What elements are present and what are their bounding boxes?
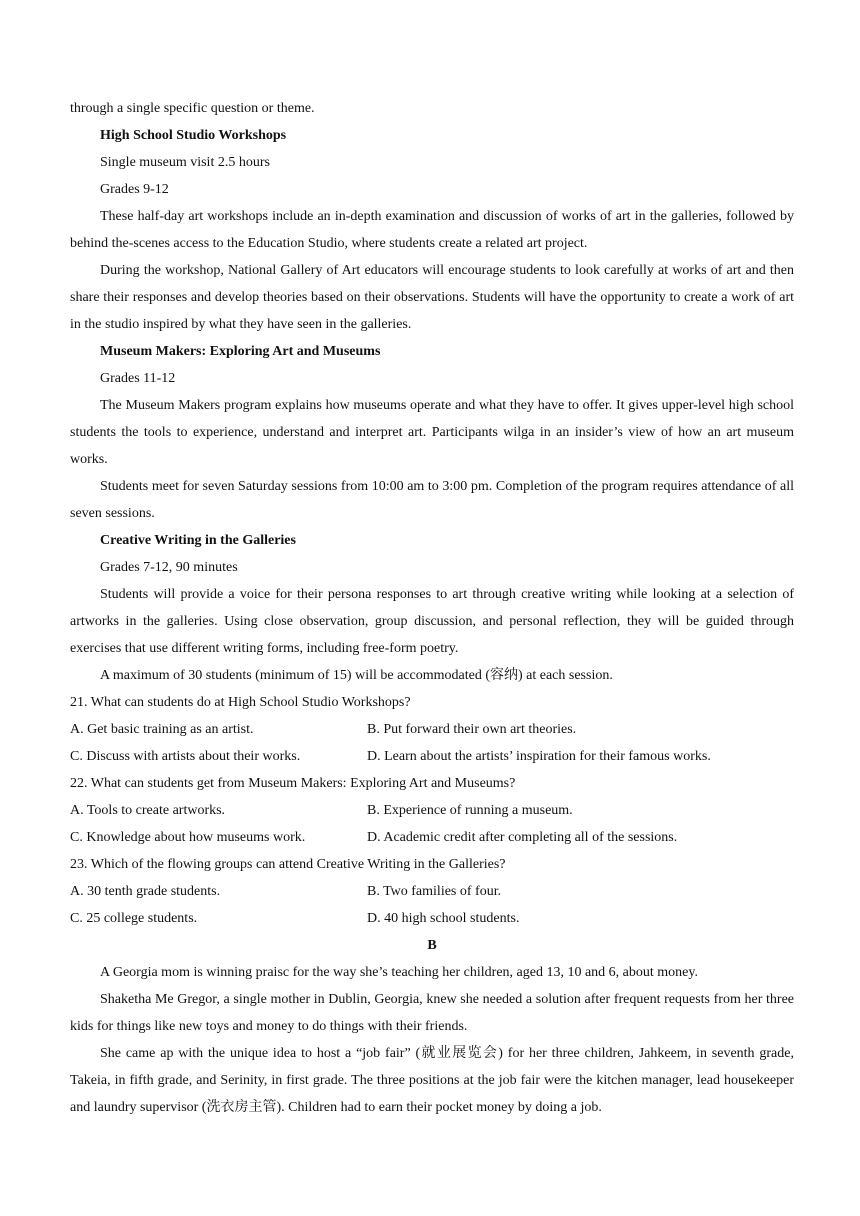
option-b: B. Experience of running a museum.	[367, 803, 573, 818]
museum-makers-paragraph-1: The Museum Makers program explains how museums operate and what they have to offer. It gives upper-level high school students the tools to experience, understand and interpret art. Participants wilga in an insider’s view of how an art museum works.	[70, 398, 794, 467]
museum-makers-paragraph-2: Students meet for seven Saturday sessions from 10:00 am to 3:00 pm. Completion of the program requires attendance of all seven sessions.	[70, 479, 794, 521]
passage-b-paragraph-2: Shaketha Me Gregor, a single mother in Dublin, Georgia, knew she needed a solution after frequent requests from her three kids for things like new toys and money to do things with their friends.	[70, 992, 794, 1034]
passage-b-label: B	[427, 938, 437, 953]
option-d: D. 40 high school students.	[367, 911, 520, 926]
option-row	[70, 743, 794, 770]
option-a: A. 30 tenth grade students.	[70, 884, 221, 899]
option-c: C. 25 college students.	[70, 911, 198, 926]
section-title-museum-makers: Museum Makers: Exploring Art and Museums	[100, 344, 381, 359]
question-stem: 22. What can students get from Museum Makers: Exploring Art and Museums?	[70, 776, 516, 791]
option-c: C. Discuss with artists about their works.	[70, 749, 301, 764]
passage-b-paragraph-1: A Georgia mom is winning praisc for the way she’s teaching her children, aged 13, 10 and 6, about money.	[100, 965, 698, 980]
option-d: D. Learn about the artists’ inspiration for their famous works.	[367, 749, 711, 764]
question-stem: 23. Which of the flowing groups can attend Creative Writing in the Galleries?	[70, 857, 506, 872]
option-row	[70, 716, 794, 743]
creative-writing-paragraph-1: Students will provide a voice for their persona responses to art through creative writing while looking at a selection of artworks in the galleries. Using close observation, group discussion, and personal reflection, they will be guided through exercises that use different writing forms, including free-form poetry.	[70, 587, 794, 656]
option-row	[70, 905, 794, 932]
intro-tail: through a single specific question or theme.	[70, 101, 315, 116]
hs-workshops-grades: Grades 9-12	[100, 182, 169, 197]
option-d: D. Academic credit after completing all of the sessions.	[367, 830, 678, 845]
hs-workshops-paragraph-2: During the workshop, National Gallery of Art educators will encourage students to look carefully at works of art and then share their responses and develop theories based on their observations. Students will have the opportunity to create a work of art in the studio inspired by what they have seen in the galleries.	[70, 263, 794, 332]
passage-b-paragraph-3: She came ap with the unique idea to host a “job fair” (就业展览会) for her three children, Jahkeem, in seventh grade, Takeia, in fifth grade, and Serinity, in first grade. The three positions at the job fair were the kitchen manager, lead housekeeper and laundry supervisor (洗衣房主管). Children had to earn their pocket money by doing a job.	[70, 1046, 794, 1115]
document-page	[70, 95, 794, 1121]
option-row	[70, 797, 794, 824]
option-b: B. Two families of four.	[367, 884, 502, 899]
option-a: A. Tools to create artworks.	[70, 803, 226, 818]
option-a: A. Get basic training as an artist.	[70, 722, 254, 737]
hs-workshops-paragraph-1: These half-day art workshops include an in-depth examination and discussion of works of art in the galleries, followed by behind the-scenes access to the Education Studio, where students create a related art project.	[70, 209, 794, 251]
option-b: B. Put forward their own art theories.	[367, 722, 577, 737]
hs-workshops-visit: Single museum visit 2.5 hours	[100, 155, 270, 170]
question-stem: 21. What can students do at High School Studio Workshops?	[70, 695, 411, 710]
option-row	[70, 878, 794, 905]
museum-makers-grades: Grades 11-12	[100, 371, 176, 386]
creative-writing-grades: Grades 7-12, 90 minutes	[100, 560, 238, 575]
section-title-hs-workshops: High School Studio Workshops	[100, 128, 287, 143]
creative-writing-paragraph-2: A maximum of 30 students (minimum of 15) will be accommodated (容纳) at each session.	[100, 668, 613, 683]
option-c: C. Knowledge about how museums work.	[70, 830, 306, 845]
section-title-creative-writing: Creative Writing in the Galleries	[100, 533, 296, 548]
option-row	[70, 824, 794, 851]
